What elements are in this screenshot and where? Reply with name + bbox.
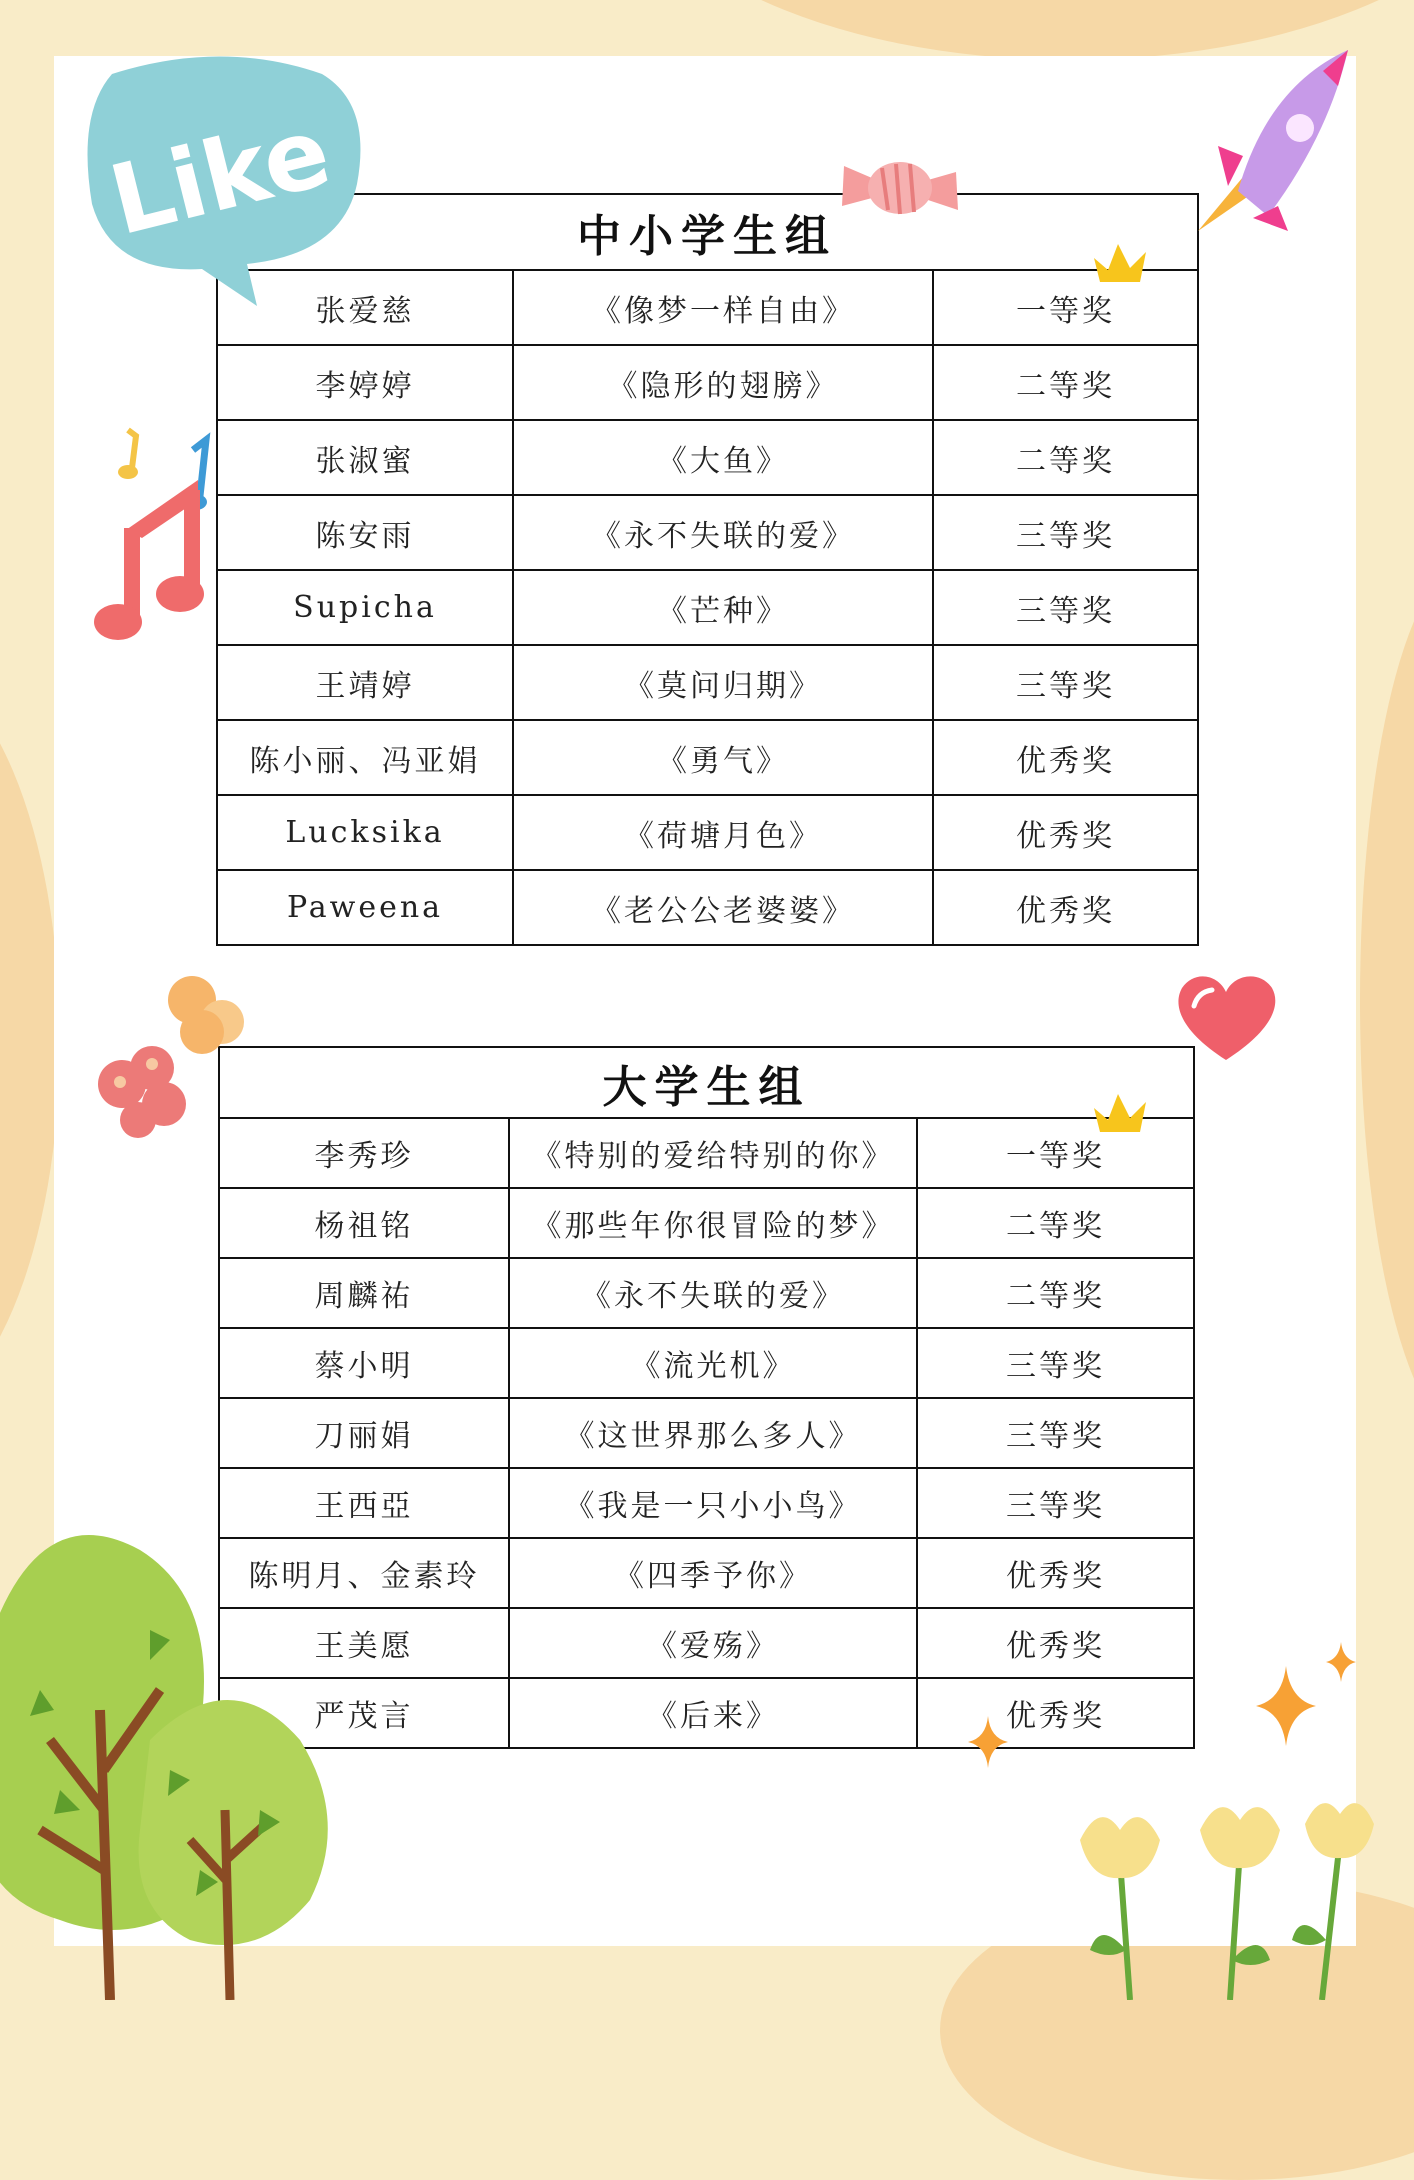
sparkle-icon (1256, 1666, 1316, 1746)
award-level: 三等奖 (933, 495, 1198, 570)
contestant-name: 陈小丽、冯亚娟 (217, 720, 513, 795)
bg-blob-left (0, 660, 60, 1420)
butterfly-icon (92, 972, 262, 1142)
table-row (217, 645, 1198, 720)
award-level: 优秀奖 (933, 720, 1198, 795)
contestant-name: Supicha (217, 570, 513, 645)
table-row (217, 570, 1198, 645)
rocket-icon (1188, 46, 1358, 236)
award-level: 优秀奖 (917, 1538, 1194, 1608)
table-row (219, 1398, 1194, 1468)
song-title: 《隐形的翅膀》 (513, 345, 933, 420)
contestant-name: Paweena (217, 870, 513, 945)
song-title: 《特别的爱给特别的你》 (509, 1118, 917, 1188)
song-title: 《流光机》 (509, 1328, 917, 1398)
contestant-name: 王靖婷 (217, 645, 513, 720)
contestant-name: 陈明月、金素玲 (219, 1538, 509, 1608)
table-row (219, 1608, 1194, 1678)
contestant-name: Lucksika (217, 795, 513, 870)
award-level: 优秀奖 (917, 1678, 1194, 1748)
contestant-name: 李秀珍 (219, 1118, 509, 1188)
candy-icon (838, 148, 962, 226)
like-text: Like (99, 95, 341, 258)
contestant-name: 蔡小明 (219, 1328, 509, 1398)
contestant-name: 严茂言 (219, 1678, 509, 1748)
contestant-name: 王西亞 (219, 1468, 509, 1538)
award-table-university (218, 1046, 1195, 1749)
song-title: 《永不失联的爱》 (509, 1258, 917, 1328)
award-level: 优秀奖 (917, 1608, 1194, 1678)
table-row (217, 795, 1198, 870)
song-title: 《像梦一样自由》 (513, 270, 933, 345)
award-level: 二等奖 (933, 420, 1198, 495)
award-level: 二等奖 (917, 1258, 1194, 1328)
award-level: 一等奖 (917, 1118, 1194, 1188)
tree-icon (0, 1510, 330, 2000)
song-title: 《我是一只小小鸟》 (509, 1468, 917, 1538)
like-bubble-icon (72, 44, 372, 314)
contestant-name: 杨祖铭 (219, 1188, 509, 1258)
song-title: 《永不失联的爱》 (513, 495, 933, 570)
song-title: 《勇气》 (513, 720, 933, 795)
award-level: 优秀奖 (933, 870, 1198, 945)
song-title: 《爱殇》 (509, 1608, 917, 1678)
song-title: 《四季予你》 (509, 1538, 917, 1608)
song-title: 《大鱼》 (513, 420, 933, 495)
award-level: 优秀奖 (933, 795, 1198, 870)
song-title: 《这世界那么多人》 (509, 1398, 917, 1468)
award-level: 一等奖 (933, 270, 1198, 345)
table-row (219, 1328, 1194, 1398)
song-title: 《老公公老婆婆》 (513, 870, 933, 945)
table-row (219, 1538, 1194, 1608)
sparkle-icon (1326, 1642, 1356, 1682)
contestant-name: 张淑蜜 (217, 420, 513, 495)
group-title: 中小学生组 (217, 194, 1198, 270)
table-row (219, 1468, 1194, 1538)
table-row (217, 720, 1198, 795)
heart-icon (1172, 970, 1280, 1064)
song-title: 《荷塘月色》 (513, 795, 933, 870)
music-note-icon (88, 410, 218, 650)
flower-icon (1060, 1800, 1380, 2000)
song-title: 《那些年你很冒险的梦》 (509, 1188, 917, 1258)
contestant-name: 陈安雨 (217, 495, 513, 570)
contestant-name: 张爱慈 (217, 270, 513, 345)
group-title: 大学生组 (219, 1047, 1194, 1118)
award-level: 三等奖 (917, 1398, 1194, 1468)
table-row (217, 420, 1198, 495)
table-row (217, 345, 1198, 420)
song-title: 《芒种》 (513, 570, 933, 645)
contestant-name: 周麟祐 (219, 1258, 509, 1328)
contestant-name: 王美愿 (219, 1608, 509, 1678)
award-level: 三等奖 (917, 1328, 1194, 1398)
bg-blob-right (1360, 560, 1414, 1440)
award-level: 三等奖 (933, 645, 1198, 720)
contestant-name: 刀丽娟 (219, 1398, 509, 1468)
contestant-name: 李婷婷 (217, 345, 513, 420)
award-level: 二等奖 (933, 345, 1198, 420)
crown-icon (1090, 1090, 1150, 1136)
song-title: 《后来》 (509, 1678, 917, 1748)
award-level: 三等奖 (917, 1468, 1194, 1538)
crown-icon (1090, 240, 1150, 286)
table-row (219, 1678, 1194, 1748)
table-row (219, 1258, 1194, 1328)
sparkle-icon (968, 1716, 1008, 1768)
song-title: 《莫问归期》 (513, 645, 933, 720)
award-level: 三等奖 (933, 570, 1198, 645)
table-row (219, 1188, 1194, 1258)
award-level: 二等奖 (917, 1188, 1194, 1258)
table-row (217, 870, 1198, 945)
table-row (217, 495, 1198, 570)
table-row (219, 1118, 1194, 1188)
